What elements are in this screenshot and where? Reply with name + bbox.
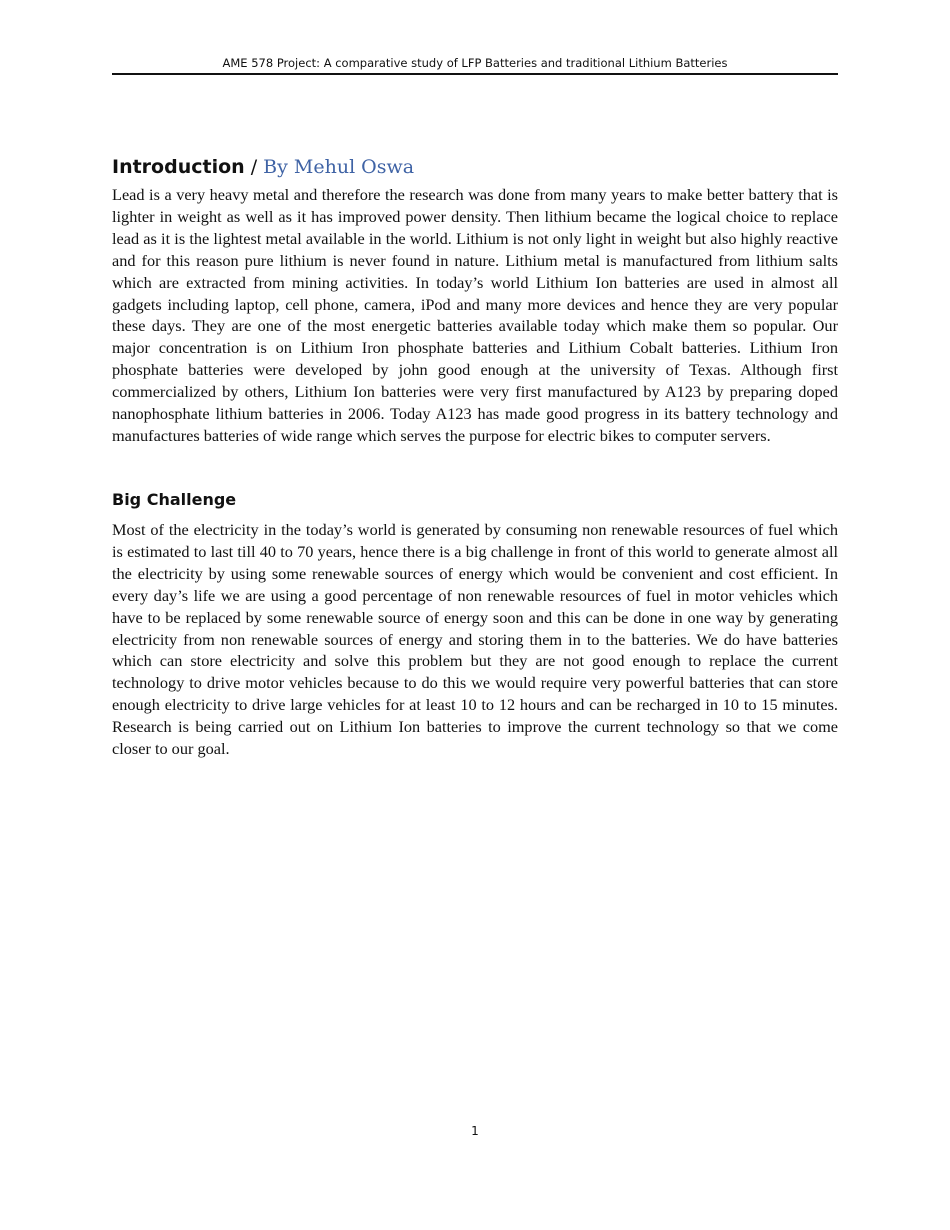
introduction-title: Introduction bbox=[112, 156, 245, 178]
header-rule bbox=[112, 73, 838, 75]
running-header: AME 578 Project: A comparative study of LFP Batteries and traditional Lithium Batteries bbox=[222, 56, 728, 70]
page-number: 1 bbox=[471, 1124, 479, 1138]
introduction-paragraph: Lead is a very heavy metal and therefore the research was done from many years to make better battery that is lighter in weight as well as it has improved power density. Then lithium became the logical choice to replace lead as it is the lightest metal available in the world. Lithium is not only light in weight but also highly reactive and for this reason pure lithium is never found in nature. Lithium metal is manufactured from lithium salts which are extracted from mining activities. In today’s world Lithium Ion batteries are used in almost all gadgets including laptop, cell phone, camera, iPod and many more devices and hence they are very popular these days. They are one of the most energetic batteries available today which make them so popular. Our major concentration is on Lithium Iron phosphate batteries and Lithium Cobalt batteries. Lithium Iron phosphate batteries were developed by john good enough at the university of Texas. Although first commercialized by others, Lithium Ion batteries were very first manufactured by A123 by preparing doped nanophosphate lithium batteries in 2006. Today A123 has made good progress in its battery technology and manufactures batteries of wide range which serves the purpose for electric bikes to computer servers. bbox=[112, 185, 838, 445]
heading-separator: / bbox=[244, 156, 264, 178]
introduction-heading bbox=[112, 154, 414, 180]
author-name: By Mehul Oswa bbox=[263, 156, 415, 178]
big-challenge-heading: Big Challenge bbox=[112, 490, 237, 509]
big-challenge-paragraph: Most of the electricity in the today’s world is generated by consuming non renewable resources of fuel which is estimated to last till 40 to 70 years, hence there is a big challenge in front of this world to generate almost all the electricity by using some renewable sources of energy which would be convenient and cost efficient. In every day’s life we are using a good percentage of non renewable resources of fuel in motor vehicles which have to be replaced by some renewable source of energy soon and this can be done in one way by generating electricity from non renewable sources of energy and storing them in to the batteries. We do have batteries which can store electricity and solve this problem but they are not good enough to replace the current technology to drive motor vehicles because to do this we would require very powerful batteries that can store enough electricity to drive large vehicles for at least 10 to 12 hours and can be recharged in 10 to 15 minutes. Research is being carried out on Lithium Ion batteries to improve the current technology so that we come closer to our goal. bbox=[112, 520, 838, 759]
